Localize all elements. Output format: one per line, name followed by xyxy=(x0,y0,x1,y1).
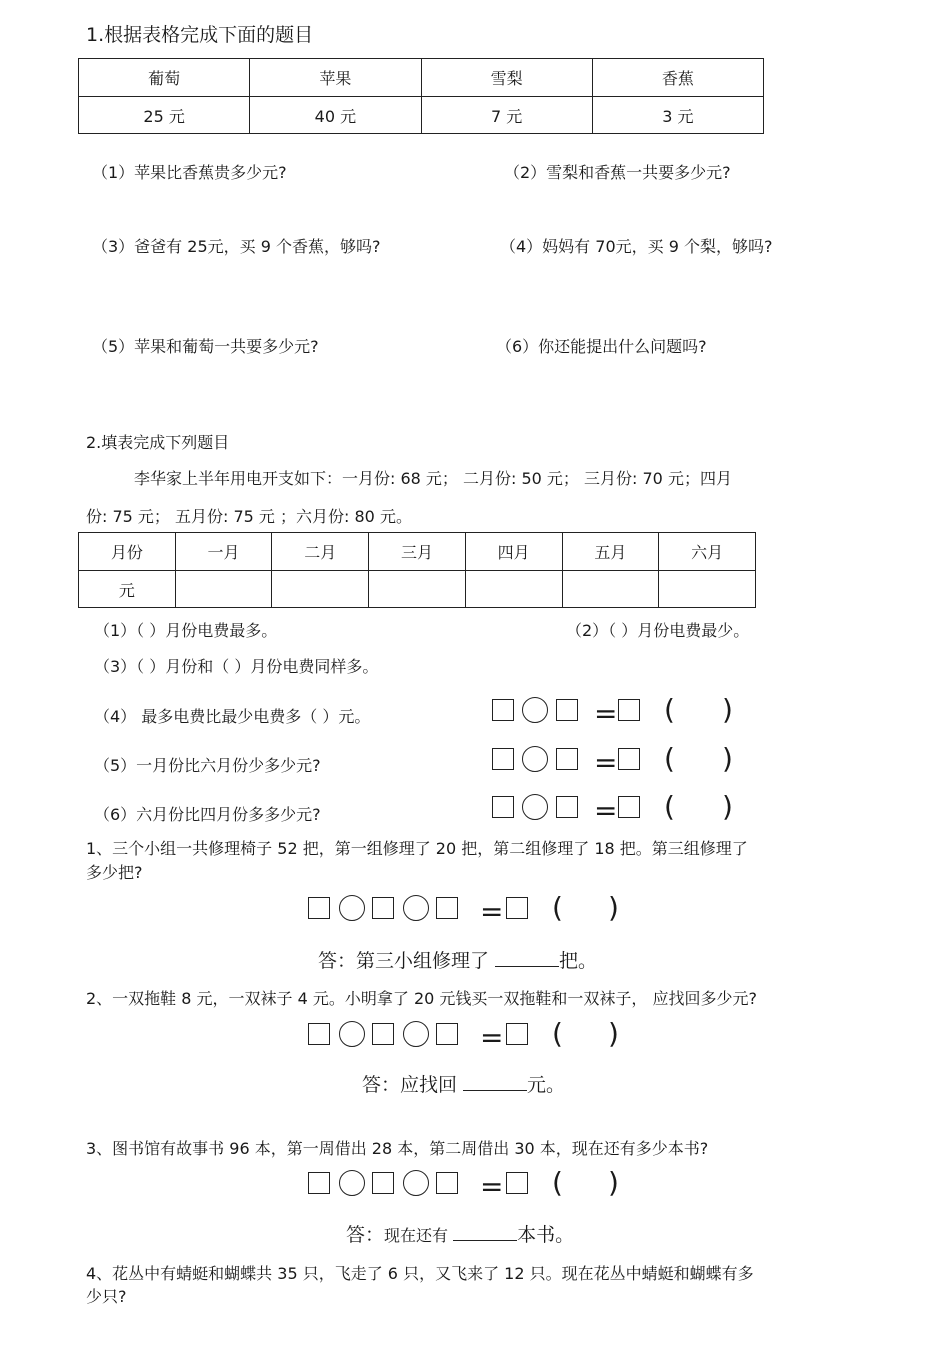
equals-sign: = xyxy=(480,1170,504,1203)
answer-line-3 xyxy=(346,1220,574,1247)
month-header: 六月 xyxy=(659,533,756,571)
right-paren: ) xyxy=(722,790,733,823)
answer-box[interactable] xyxy=(556,748,578,770)
fruit-header: 香蕉 xyxy=(592,59,763,97)
fill-cell[interactable] xyxy=(562,571,659,608)
fill-question-2: （2）（ ）月份电费最少。 xyxy=(566,621,750,640)
answer-box[interactable] xyxy=(556,796,578,818)
answer-line-2 xyxy=(362,1070,565,1097)
left-paren: ( xyxy=(664,742,675,775)
fruit-price: 7 元 xyxy=(421,97,592,134)
month-header: 三月 xyxy=(369,533,466,571)
answer-box[interactable] xyxy=(556,699,578,721)
section2-title: 2.填表完成下列题目 xyxy=(86,433,230,452)
answer-box[interactable] xyxy=(308,1023,330,1045)
equals-sign: = xyxy=(594,794,618,827)
answer-suffix: 把。 xyxy=(559,950,598,972)
fill-question-4: （4） 最多电费比最少电费多（ ）元。 xyxy=(94,707,371,726)
problem-2-line1: 2、一双拖鞋 8 元，一双袜子 4 元。小明拿了 20 元钱买一双拖鞋和一双袜子， 应找回多少元? xyxy=(86,989,757,1008)
question-4: （4）妈妈有 70元，买 9 个梨，够吗? xyxy=(500,237,773,256)
problem-4-line2: 少只? xyxy=(86,1287,127,1306)
section1-title: 1.根据表格完成下面的题目 xyxy=(86,24,314,46)
equals-sign: = xyxy=(480,895,504,928)
answer-box[interactable] xyxy=(492,699,514,721)
operator-circle[interactable] xyxy=(522,794,548,820)
answer-blank[interactable] xyxy=(453,1224,517,1241)
fill-cell[interactable] xyxy=(272,571,369,608)
fruit-price: 40 元 xyxy=(250,97,421,134)
answer-box[interactable] xyxy=(618,748,640,770)
section2-intro-line1: 李华家上半年用电开支如下：一月份: 68 元； 二月份: 50 元； 三月份: 70 元；四月 xyxy=(134,469,732,488)
answer-suffix: 本书。 xyxy=(517,1224,575,1246)
answer-box[interactable] xyxy=(618,699,640,721)
fill-question-3: （3）（ ）月份和（ ）月份电费同样多。 xyxy=(94,657,379,676)
fill-question-6: （6）六月份比四月份多多少元? xyxy=(94,805,321,824)
answer-box[interactable] xyxy=(436,1023,458,1045)
month-header: 五月 xyxy=(562,533,659,571)
answer-middle: 现在还有 xyxy=(384,1226,454,1245)
answer-box[interactable] xyxy=(618,796,640,818)
question-3: （3）爸爸有 25元，买 9 个香蕉，够吗? xyxy=(92,237,381,256)
right-paren: ) xyxy=(608,1166,619,1199)
answer-box[interactable] xyxy=(506,1172,528,1194)
answer-box[interactable] xyxy=(372,897,394,919)
left-paren: ( xyxy=(552,1017,563,1050)
answer-prefix: 答：应找回 xyxy=(362,1074,464,1096)
question-6: （6）你还能提出什么问题吗? xyxy=(496,337,707,356)
right-paren: ) xyxy=(608,1017,619,1050)
equals-sign: = xyxy=(594,746,618,779)
fill-cell[interactable] xyxy=(175,571,272,608)
question-2: （2）雪梨和香蕉一共要多少元? xyxy=(504,163,731,182)
answer-blank[interactable] xyxy=(495,950,559,967)
answer-blank[interactable] xyxy=(463,1074,527,1091)
left-paren: ( xyxy=(552,891,563,924)
electricity-table xyxy=(78,532,756,608)
left-paren: ( xyxy=(552,1166,563,1199)
fill-cell[interactable] xyxy=(465,571,562,608)
operator-circle[interactable] xyxy=(522,746,548,772)
operator-circle[interactable] xyxy=(403,1021,429,1047)
operator-circle[interactable] xyxy=(403,1170,429,1196)
problem-1-line1: 1、三个小组一共修理椅子 52 把，第一组修理了 20 把，第二组修理了 18 把。第三组修理了 xyxy=(86,839,748,858)
answer-prefix: 答： xyxy=(346,1224,385,1246)
operator-circle[interactable] xyxy=(339,1170,365,1196)
fruit-header: 雪梨 xyxy=(421,59,592,97)
fruit-price: 3 元 xyxy=(592,97,763,134)
operator-circle[interactable] xyxy=(403,895,429,921)
answer-box[interactable] xyxy=(308,897,330,919)
row-label: 元 xyxy=(79,571,176,608)
month-header: 四月 xyxy=(465,533,562,571)
right-paren: ) xyxy=(722,693,733,726)
question-1: （1）苹果比香蕉贵多少元? xyxy=(92,163,287,182)
month-header: 一月 xyxy=(175,533,272,571)
question-5: （5）苹果和葡萄一共要多少元? xyxy=(92,337,319,356)
operator-circle[interactable] xyxy=(522,697,548,723)
fruit-price: 25 元 xyxy=(79,97,250,134)
fill-question-1: （1）（ ）月份电费最多。 xyxy=(94,621,278,640)
answer-box[interactable] xyxy=(492,748,514,770)
fruit-header: 苹果 xyxy=(250,59,421,97)
right-paren: ) xyxy=(608,891,619,924)
right-paren: ) xyxy=(722,742,733,775)
answer-box[interactable] xyxy=(492,796,514,818)
left-paren: ( xyxy=(664,693,675,726)
answer-suffix: 元。 xyxy=(527,1074,566,1096)
answer-box[interactable] xyxy=(308,1172,330,1194)
problem-1-line2: 多少把? xyxy=(86,863,143,882)
problem-4-line1: 4、花丛中有蜻蜓和蝴蝶共 35 只，飞走了 6 只，又飞来了 12 只。现在花丛中蜻蜓和蝴蝶有多 xyxy=(86,1264,754,1283)
fill-cell[interactable] xyxy=(659,571,756,608)
fill-cell[interactable] xyxy=(369,571,466,608)
fruit-price-table xyxy=(78,58,764,134)
answer-prefix: 答：第三小组修理了 xyxy=(318,950,496,972)
answer-box[interactable] xyxy=(372,1023,394,1045)
section2-intro-line2: 份: 75 元； 五月份: 75 元 ；六月份: 80 元。 xyxy=(86,507,412,526)
answer-box[interactable] xyxy=(506,897,528,919)
left-paren: ( xyxy=(664,790,675,823)
fruit-header: 葡萄 xyxy=(79,59,250,97)
problem-3-line1: 3、图书馆有故事书 96 本，第一周借出 28 本，第二周借出 30 本，现在还有多少本书? xyxy=(86,1139,709,1158)
fill-question-5: （5）一月份比六月份少多少元? xyxy=(94,756,321,775)
equals-sign: = xyxy=(594,697,618,730)
answer-line-1 xyxy=(318,946,597,973)
month-header: 二月 xyxy=(272,533,369,571)
answer-box[interactable] xyxy=(506,1023,528,1045)
operator-circle[interactable] xyxy=(339,1021,365,1047)
equals-sign: = xyxy=(480,1021,504,1054)
month-header: 月份 xyxy=(79,533,176,571)
answer-box[interactable] xyxy=(436,897,458,919)
answer-box[interactable] xyxy=(436,1172,458,1194)
operator-circle[interactable] xyxy=(339,895,365,921)
answer-box[interactable] xyxy=(372,1172,394,1194)
